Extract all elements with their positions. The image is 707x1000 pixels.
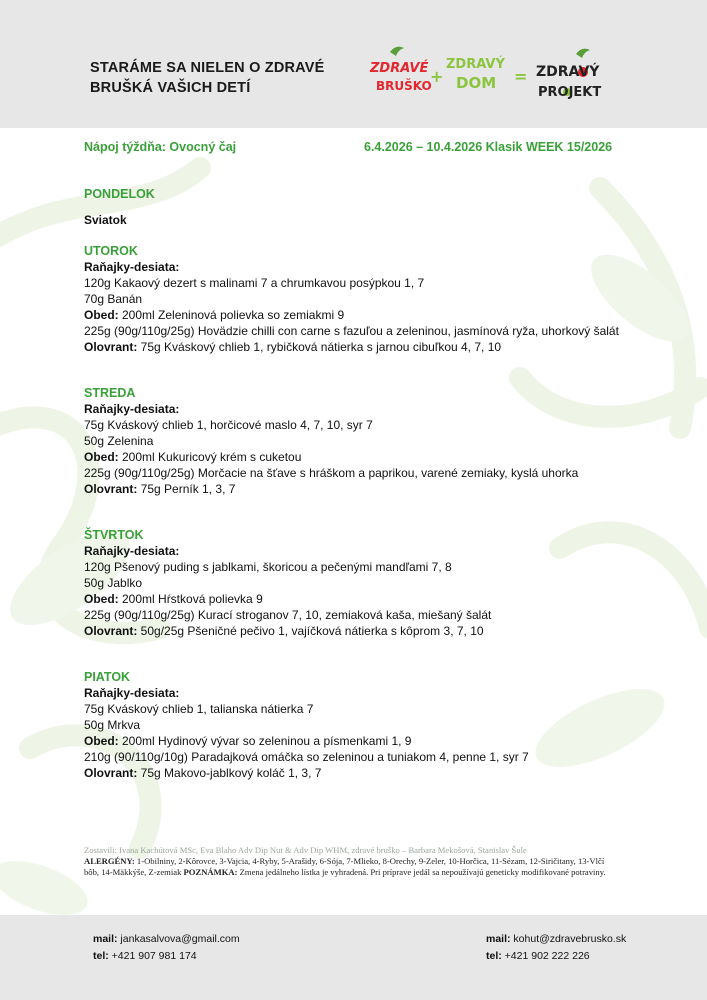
menu-item: 75g Kváskový chlieb 1, rybičková nátierka s jarnou cibuľkou 4, 7, 10 bbox=[137, 340, 502, 354]
header-title bbox=[90, 58, 325, 98]
logo1-line1: ZDRAVÉ bbox=[370, 61, 429, 76]
logo3-line2: PROJEKT bbox=[538, 85, 602, 100]
header-banner bbox=[0, 0, 707, 128]
snack-label: Raňajky-desiata: bbox=[84, 686, 180, 700]
contact-left bbox=[93, 931, 240, 965]
menu-item: 70g Banán bbox=[84, 292, 143, 306]
weekly-menu bbox=[84, 186, 624, 781]
tel-label: tel: bbox=[486, 950, 502, 962]
phone-number: +421 902 222 226 bbox=[501, 950, 590, 962]
phone-number: +421 907 981 174 bbox=[108, 950, 197, 962]
lunch-line bbox=[84, 733, 624, 749]
allergens-note bbox=[84, 856, 614, 878]
equals-sign: = bbox=[514, 67, 528, 86]
day-friday bbox=[84, 669, 624, 781]
header-title-line1: STARÁME SA NIELEN O ZDRAVÉ bbox=[90, 60, 325, 76]
snack-label: Raňajky-desiata: bbox=[84, 402, 180, 416]
snack-label: Raňajky-desiata: bbox=[84, 544, 180, 558]
holiday-note: Sviatok bbox=[84, 213, 127, 227]
contact-right bbox=[486, 931, 626, 965]
lunch-label: Obed: bbox=[84, 308, 119, 322]
menu-item: 200ml Hŕstková polievka 9 bbox=[118, 592, 263, 606]
menu-item: 120g Kakaový dezert s malinami 7 a chrumkavou posýpkou 1, 7 bbox=[84, 276, 425, 290]
day-title: PONDELOK bbox=[84, 187, 155, 201]
menu-item: 210g (90/110g/10g) Paradajková omáčka so zeleninou a tuniakom 4, penne 1, syr 7 bbox=[84, 750, 529, 764]
zdravy-projekt-logo bbox=[536, 49, 601, 100]
olovrant-line bbox=[84, 481, 624, 497]
menu-item: 75g Kváskový chlieb 1, horčicové maslo 4, 7, 10, syr 7 bbox=[84, 418, 373, 432]
day-title: UTOROK bbox=[84, 244, 138, 258]
logo2-line1: ZDRAVÝ bbox=[446, 57, 505, 72]
menu-item: 75g Kváskový chlieb 1, talianska nátierka 7 bbox=[84, 702, 314, 716]
note-text: Zmena jedálneho lístka je vyhradená. Pri príprave jedál sa nepoužívajú geneticky modifikované potraviny. bbox=[237, 867, 606, 877]
olovrant-label: Olovrant: bbox=[84, 340, 138, 354]
snack-label: Raňajky-desiata: bbox=[84, 260, 180, 274]
email-link[interactable]: kohut@zdravebrusko.sk bbox=[510, 933, 627, 945]
mail-label: mail: bbox=[93, 933, 118, 945]
mail-label: mail: bbox=[486, 933, 511, 945]
header-title-line2: BRUŠKÁ VAŠICH DETÍ bbox=[90, 80, 251, 96]
day-title: ŠTVRTOK bbox=[84, 528, 144, 542]
menu-item: 50g Zelenina bbox=[84, 434, 154, 448]
email-link[interactable]: jankasalvova@gmail.com bbox=[117, 933, 240, 945]
menu-item: 75g Perník 1, 3, 7 bbox=[137, 482, 236, 496]
project-logos bbox=[368, 46, 628, 104]
menu-item: 200ml Kukuricový krém s cuketou bbox=[118, 450, 302, 464]
logo3-line1: ZDRAVÝ bbox=[536, 64, 600, 80]
lunch-line bbox=[84, 307, 624, 323]
lunch-label: Obed: bbox=[84, 592, 119, 606]
day-tuesday bbox=[84, 243, 624, 355]
note-label: POZNÁMKA: bbox=[183, 867, 238, 877]
menu-item: 120g Pšenový puding s jablkami, škoricou a pečenými mandľami 7, 8 bbox=[84, 560, 452, 574]
menu-item: 200ml Hydinový vývar so zeleninou a písmenkami 1, 9 bbox=[118, 734, 412, 748]
day-title: STREDA bbox=[84, 386, 136, 400]
day-wednesday bbox=[84, 385, 624, 497]
plus-sign: + bbox=[430, 67, 444, 86]
authors-line: Zostavili: Ivana Kachútová MSc, Eva Blaho Adv Dip Nut & Adv Dip WHM, zdravé bruško – Barbara Mekošová, Stanislav Šule bbox=[84, 845, 527, 855]
week-range: 6.4.2026 – 10.4.2026 Klasik WEEK 15/2026 bbox=[364, 140, 613, 154]
olovrant-label: Olovrant: bbox=[84, 482, 138, 496]
menu-item: 50g Mrkva bbox=[84, 718, 141, 732]
day-thursday bbox=[84, 527, 624, 639]
olovrant-line bbox=[84, 765, 624, 781]
zdravy-dom-logo bbox=[446, 56, 505, 92]
allergens-label: ALERGÉNY: bbox=[84, 856, 135, 866]
tel-label: tel: bbox=[93, 950, 109, 962]
menu-item: 50g/25g Pšeničné pečivo 1, vajíčková nátierka s kôprom 3, 7, 10 bbox=[137, 624, 484, 638]
olovrant-label: Olovrant: bbox=[84, 766, 138, 780]
menu-item: 225g (90g/110g/25g) Hovädzie chilli con carne s fazuľou a zeleninou, jasmínová ryža, uhorkový šalát bbox=[84, 324, 619, 338]
lunch-label: Obed: bbox=[84, 450, 119, 464]
menu-item: 200ml Zeleninová polievka so zemiakmi 9 bbox=[118, 308, 345, 322]
menu-item: 75g Makovo-jablkový koláč 1, 3, 7 bbox=[137, 766, 322, 780]
footer-note bbox=[84, 845, 614, 878]
olovrant-label: Olovrant: bbox=[84, 624, 138, 638]
logo2-line2: DOM bbox=[456, 74, 497, 92]
lunch-line bbox=[84, 591, 624, 607]
day-monday bbox=[84, 186, 624, 228]
day-title: PIATOK bbox=[84, 670, 131, 684]
menu-item: 50g Jablko bbox=[84, 576, 143, 590]
logo1-line2: BRUŠKO bbox=[376, 79, 432, 93]
olovrant-line bbox=[84, 623, 624, 639]
lunch-label: Obed: bbox=[84, 734, 119, 748]
allergens-list: 1-Obilniny, 2-Kôrovce, 3-Vajcia, 4-Ryby, 5-Arašidy, 6-Sója, 7-Mlieko, 8-Orechy, 9-Zeler, 10-Horčica, 11-Sézam, 12-Siričitany, 13-Vlčí bôb, 14-Mäkkýše, Z-zemiak bbox=[84, 856, 605, 877]
zdrave-brusko-logo bbox=[369, 47, 432, 93]
lunch-line bbox=[84, 449, 624, 465]
drink-of-week: Nápoj týždňa: Ovocný čaj bbox=[84, 140, 237, 154]
footer-banner bbox=[0, 915, 707, 1000]
olovrant-line bbox=[84, 339, 624, 355]
menu-item: 225g (90g/110g/25g) Kurací stroganov 7, 10, zemiaková kaša, miešaný šalát bbox=[84, 608, 492, 622]
menu-item: 225g (90g/110g/25g) Morčacie na šťave s hráškom a paprikou, varené zemiaky, kyslá uhorka bbox=[84, 466, 579, 480]
